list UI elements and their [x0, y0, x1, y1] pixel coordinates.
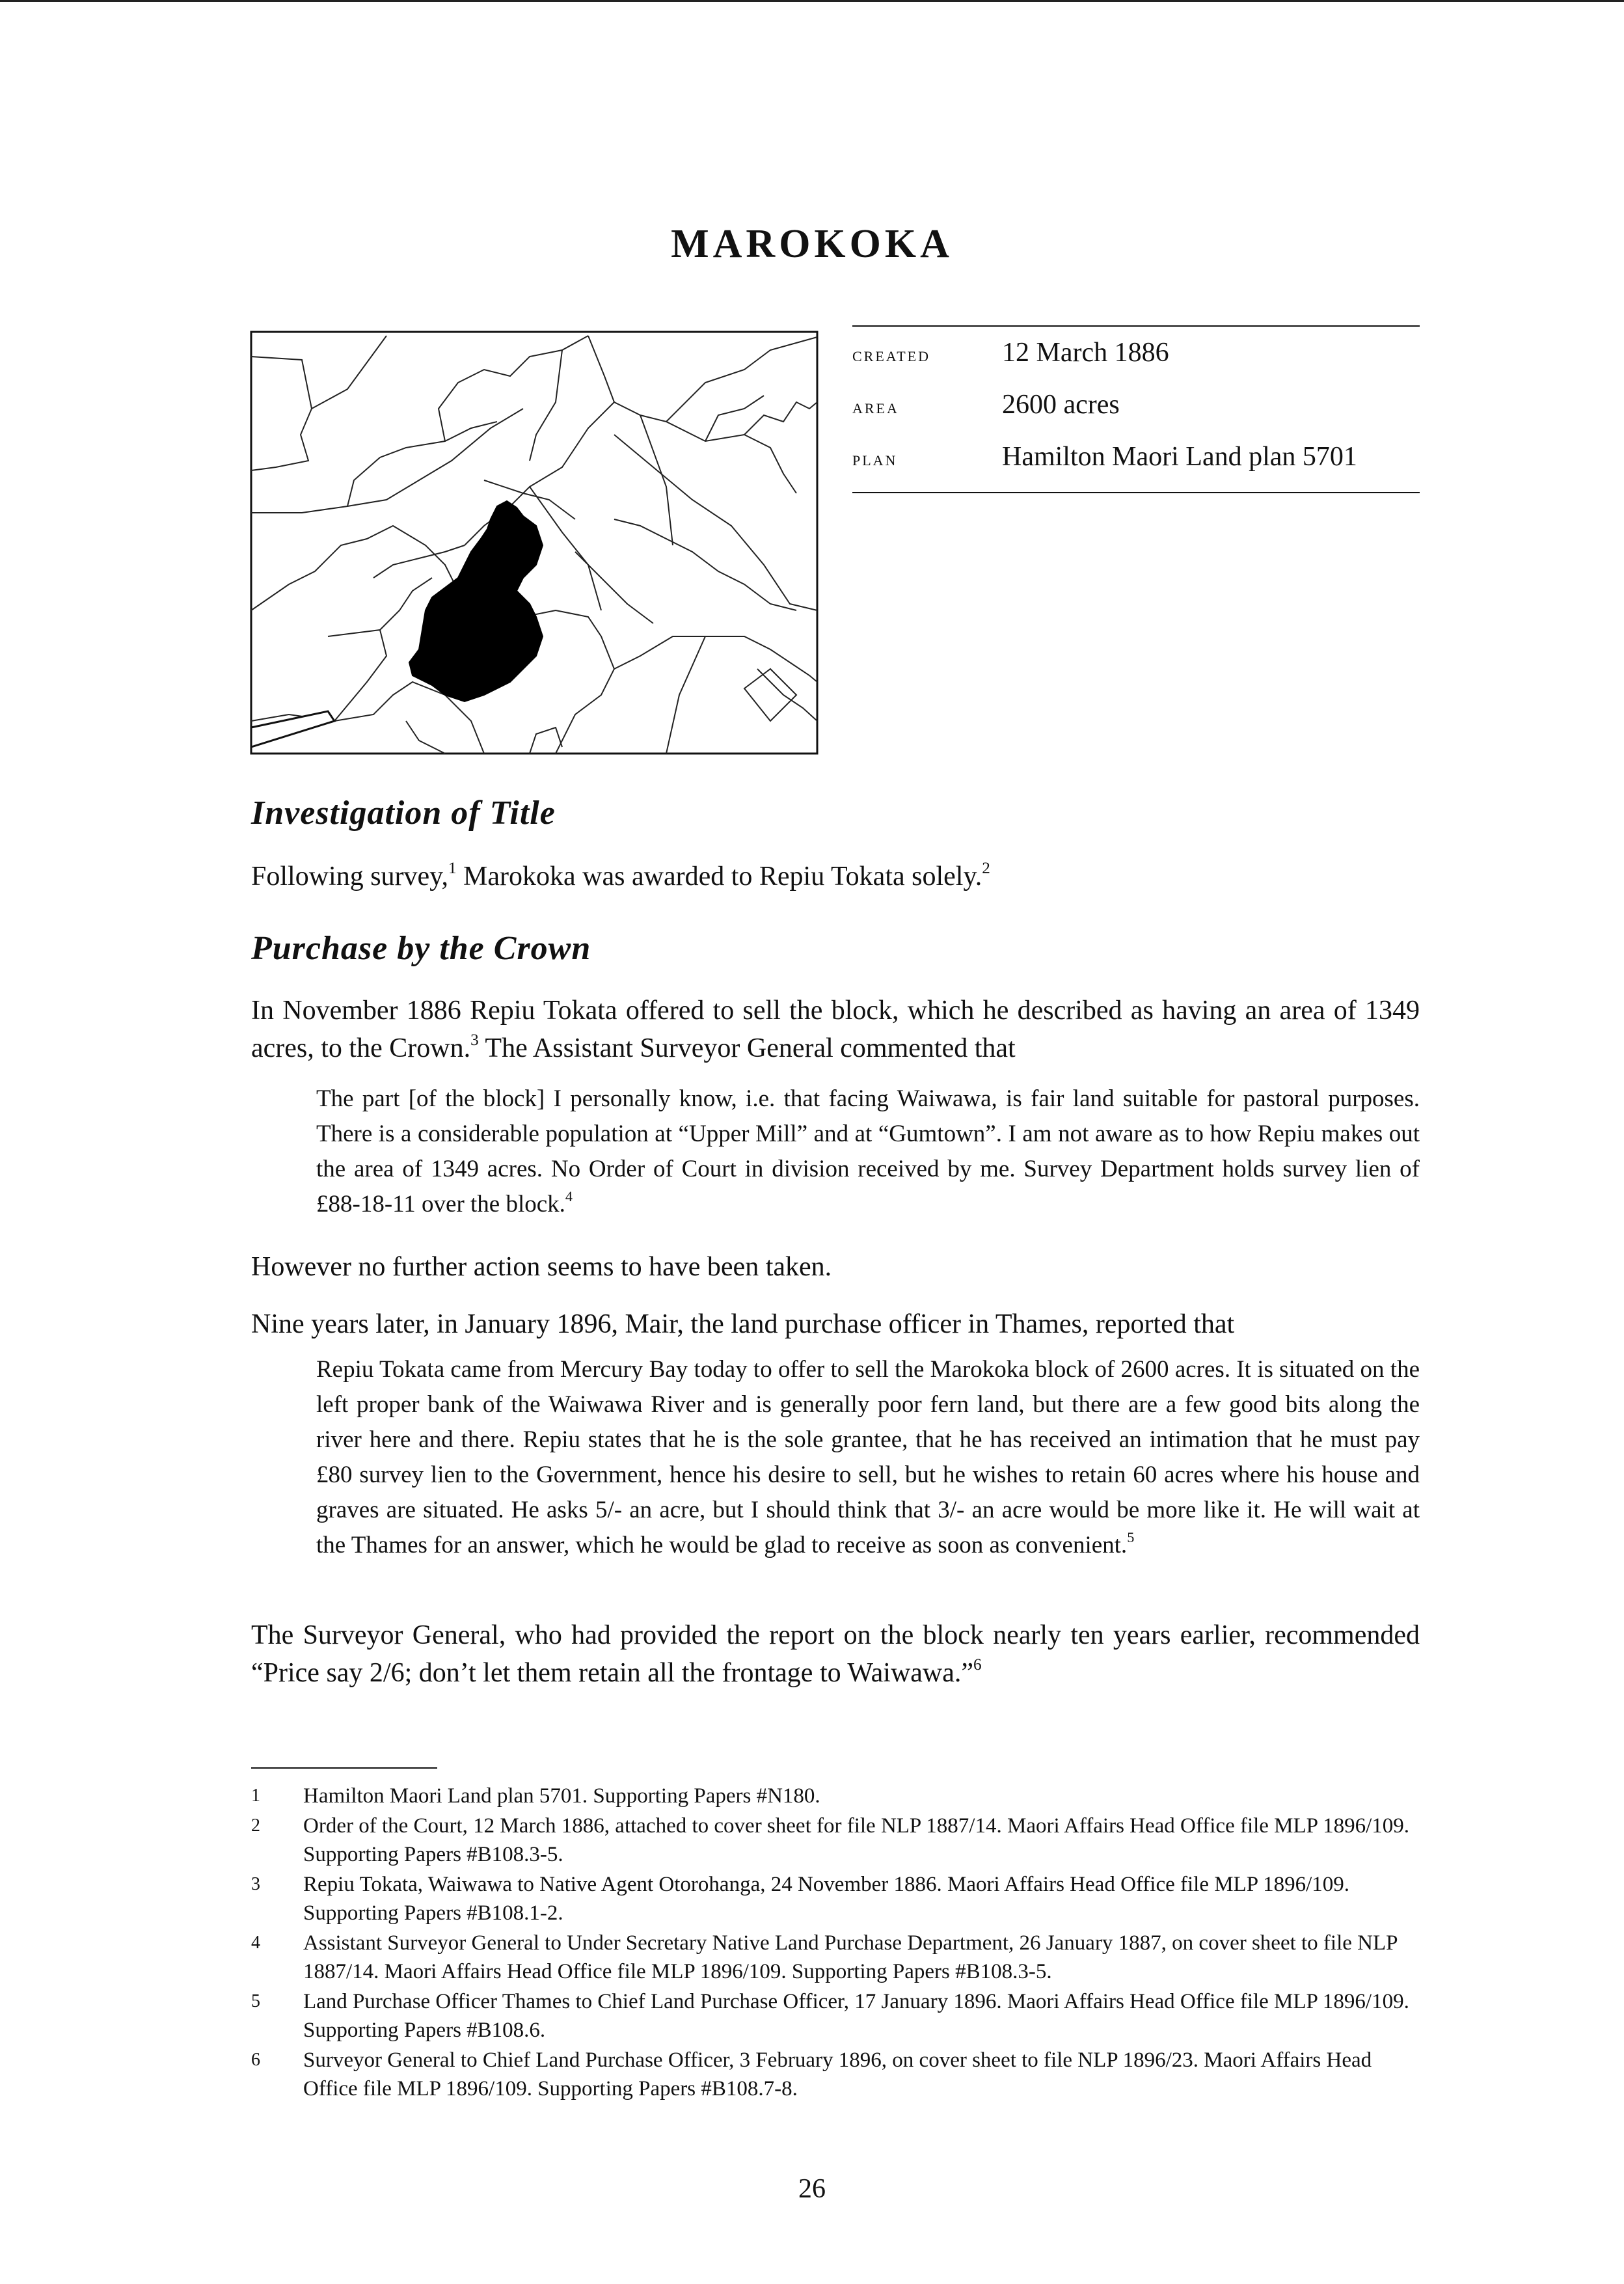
- footnote-ref[interactable]: 5: [1127, 1529, 1135, 1546]
- footnote-text: Surveyor General to Chief Land Purchase Officer, 3 February 1896, on cover sheet to file NLP 1896/23. Maori Affairs Head Office file MLP 1896/109. Supporting Papers #B108.7-8.: [303, 2048, 1372, 2100]
- footnote-item: [251, 2046, 1422, 2103]
- text: The part [of the block] I personally know, i.e. that facing Waiwawa, is fair land suitable for pastoral purposes. There is a considerable population at “Upper Mill” and at “Gumtown”. I am not aware as to how Repiu makes out the area of 1349 acres. No Order of Court in division received by me. Survey Department holds survey lien of £88-18-11 over the block.: [316, 1085, 1420, 1217]
- paragraph-purchase-1: [251, 992, 1420, 1067]
- detail-label: created: [852, 342, 930, 366]
- detail-label: plan: [852, 446, 898, 470]
- detail-value: 2600 acres: [1002, 390, 1120, 420]
- detail-value: 12 March 1886: [1002, 338, 1169, 368]
- text: In November 1886 Repiu Tokata offered to sell the block, which he described as having an area of 1349 acres, to the Crown.: [251, 996, 1420, 1063]
- footnote-number: 4: [251, 1933, 260, 1953]
- footnote-number: 3: [251, 1874, 260, 1894]
- footnote-ref[interactable]: 3: [470, 1031, 479, 1050]
- detail-value: Hamilton Maori Land plan 5701: [1002, 442, 1357, 472]
- footnote-ref[interactable]: 6: [973, 1656, 982, 1674]
- page-title: MAROKOKA: [671, 222, 953, 266]
- text: Repiu Tokata came from Mercury Bay today to offer to sell the Marokoka block of 2600 acres. It is situated on the left proper bank of the Waiwawa River and is generally poor fern land, but there are a few good bits along the river here and there. Repiu states that he is the sole grantee, that he has received an intimation that he must pay £80 survey lien to the Government, hence his desire to sell, but he wishes to retain 60 acres where his house and graves are situated. He asks 5/- an acre, but I should think that 3/- an acre would be more like it. He will wait at the Thames for an answer, which he would be glad to receive as soon as convenient.: [316, 1356, 1420, 1558]
- footnote-ref[interactable]: 2: [982, 860, 990, 878]
- location-map: [250, 331, 819, 755]
- footnote-item: [251, 1870, 1422, 1927]
- section-heading-investigation: Investigation of Title: [251, 795, 556, 832]
- details-bottom-rule: [852, 492, 1420, 493]
- text: The Assistant Surveyor General commented that: [478, 1033, 1016, 1063]
- paragraph-purchase-4: [251, 1616, 1420, 1692]
- paragraph-investigation: [251, 858, 1420, 895]
- footnote-separator: [251, 1767, 437, 1769]
- footnote-item: [251, 1812, 1422, 1869]
- footnote-ref[interactable]: 4: [565, 1188, 573, 1205]
- footnote-number: 2: [251, 1815, 260, 1836]
- footnote-item: [251, 1929, 1422, 1986]
- footnote-text: Assistant Surveyor General to Under Secretary Native Land Purchase Department, 26 January 1887, on cover sheet to file NLP 1887/14. Maori Affairs Head Office file MLP 1896/109. Supporting Papers #B108.3-5.: [303, 1931, 1398, 1983]
- section-heading-purchase: Purchase by the Crown: [251, 930, 591, 967]
- page-number: 26: [798, 2174, 826, 2204]
- text: Following survey,: [251, 862, 448, 891]
- footnote-number: 1: [251, 1786, 260, 1806]
- detail-row-plan: [852, 431, 1420, 483]
- detail-label: area: [852, 394, 899, 418]
- footnote-text: Hamilton Maori Land plan 5701. Supporting Papers #N180.: [303, 1784, 820, 1808]
- footnote-item: [251, 1987, 1422, 2045]
- paragraph-purchase-2: However no further action seems to have been taken.: [251, 1252, 832, 1282]
- footnote-number: 5: [251, 1991, 260, 2011]
- block-quote-2: [316, 1352, 1420, 1563]
- detail-row-created: [852, 327, 1420, 379]
- footnote-number: 6: [251, 2050, 260, 2070]
- footnote-text: Land Purchase Officer Thames to Chief Land Purchase Officer, 17 January 1896. Maori Affairs Head Office file MLP 1896/109. Supporting Papers #B108.6.: [303, 1990, 1409, 2042]
- detail-row-area: [852, 379, 1420, 431]
- footnote-text: Order of the Court, 12 March 1886, attached to cover sheet for file NLP 1887/14. Maori Affairs Head Office file MLP 1896/109. Supporting Papers #B108.3-5.: [303, 1814, 1409, 1866]
- text: The Surveyor General, who had provided the report on the block nearly ten years earlier, recommended “Price say 2/6; don’t let them retain all the frontage to Waiwawa.”: [251, 1620, 1420, 1688]
- block-details: [852, 325, 1420, 493]
- footnote-item: [251, 1782, 1422, 1810]
- footnotes: [251, 1782, 1422, 2104]
- footnote-text: Repiu Tokata, Waiwawa to Native Agent Otorohanga, 24 November 1886. Maori Affairs Head Office file MLP 1896/109. Supporting Papers #B108.1-2.: [303, 1873, 1350, 1925]
- top-border: [0, 0, 1624, 2]
- text: Marokoka was awarded to Repiu Tokata solely.: [456, 862, 982, 891]
- block-quote-1: [316, 1081, 1420, 1222]
- paragraph-purchase-3: Nine years later, in January 1896, Mair, the land purchase officer in Thames, reported that: [251, 1309, 1235, 1339]
- footnote-ref[interactable]: 1: [448, 860, 457, 878]
